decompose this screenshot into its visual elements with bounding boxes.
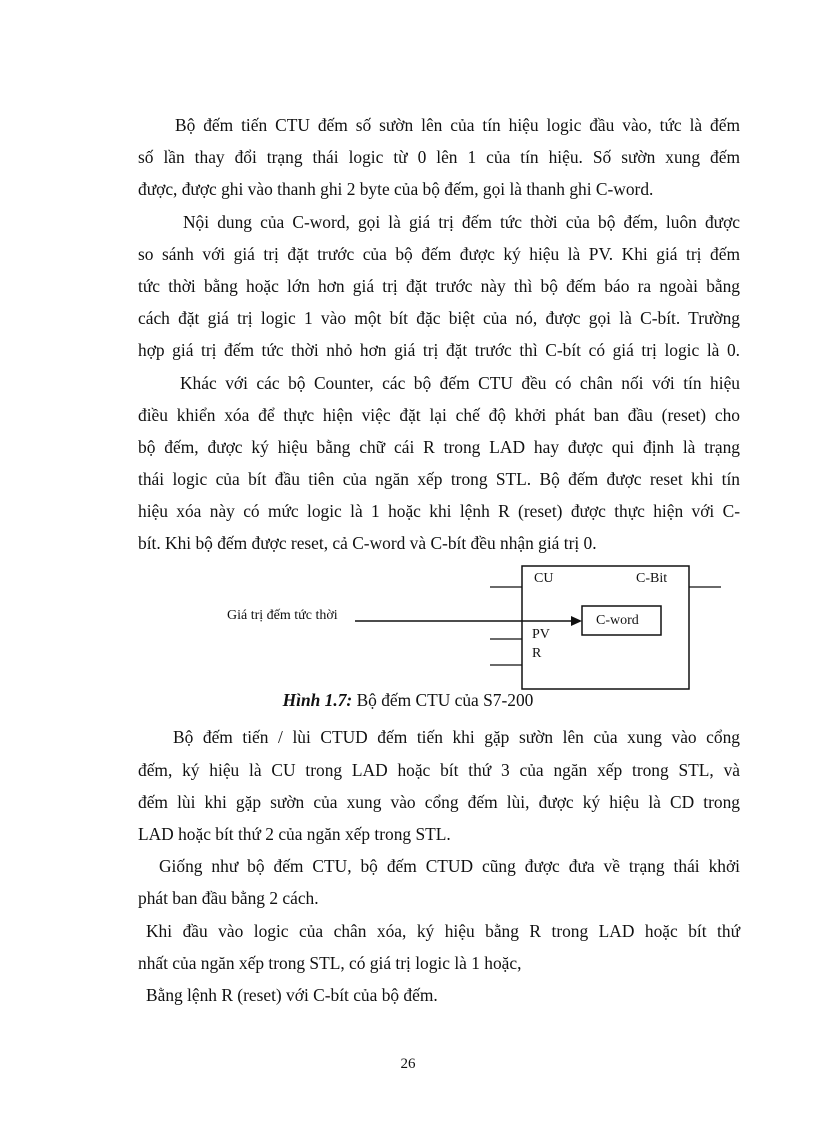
figure-caption-text: Bộ đếm CTU của S7-200 — [352, 690, 534, 710]
paragraph-4-line-3: đếm lùi khi gặp sườn của xung vào cổng đếm lùi, được ký hiệu là CD trong — [138, 792, 740, 812]
paragraph-7-line-1: Bằng lệnh R (reset) với C-bít của bộ đếm. — [146, 985, 438, 1005]
paragraph-2-line-4: cách đặt giá trị logic 1 vào một bít đặc biệt của nó, được gọi là C-bít. Trường — [138, 308, 740, 328]
instant-value-label: Giá trị đếm tức thời — [227, 608, 338, 623]
figure-caption-label: Hình 1.7: — [282, 690, 353, 710]
paragraph-3-line-6: bít. Khi bộ đếm được reset, cả C-word và C-bít đều nhận giá trị 0. — [138, 533, 597, 553]
paragraph-3-line-5: hiệu xóa này có mức logic là 1 hoặc khi lệnh R (reset) được thực hiện với C- — [138, 501, 740, 521]
page-number: 26 — [400, 1056, 416, 1072]
arrow-head-icon — [571, 616, 582, 626]
paragraph-2-line-5: hợp giá trị đếm tức thời nhỏ hơn giá trị đặt trước thì C-bít có giá trị logic là 0. — [138, 340, 740, 360]
paragraph-3-line-3: bộ đếm, được ký hiệu bằng chữ cái R trong LAD hay được qui định là trạng — [138, 437, 740, 457]
paragraph-5-line-1: Giống như bộ đếm CTU, bộ đếm CTUD cũng được đưa về trạng thái khởi — [159, 856, 740, 876]
paragraph-1-line-2: số lần thay đổi trạng thái logic từ 0 lên 1 của tín hiệu. Số sườn xung đếm — [138, 147, 740, 167]
paragraph-6-line-1: Khi đầu vào logic của chân xóa, ký hiệu bằng R trong LAD hoặc bít thứ — [146, 921, 740, 941]
paragraph-6-line-2: nhất của ngăn xếp trong STL, có giá trị logic là 1 hoặc, — [138, 953, 522, 973]
pin-pv-label: PV — [532, 627, 550, 642]
figure-caption — [0, 690, 816, 711]
paragraph-4-line-4: LAD hoặc bít thứ 2 của ngăn xếp trong STL. — [138, 824, 451, 844]
c-word-register-label: C-word — [596, 613, 639, 628]
paragraph-4-line-2: đếm, ký hiệu là CU trong LAD hoặc bít thứ 3 của ngăn xếp trong STL, và — [138, 760, 740, 780]
pin-r-label: R — [532, 646, 542, 661]
paragraph-4-line-1: Bộ đếm tiến / lùi CTUD đếm tiến khi gặp sườn lên của xung vào cổng — [173, 727, 740, 747]
pin-cbit-label: C-Bit — [636, 571, 668, 586]
paragraph-1-line-1: Bộ đếm tiến CTU đếm số sườn lên của tín hiệu logic đầu vào, tức là đếm — [175, 115, 740, 135]
paragraph-2-line-1: Nội dung của C-word, gọi là giá trị đếm tức thời của bộ đếm, luôn được — [183, 212, 740, 232]
paragraph-3-line-4: thái logic của bít đầu tiên của ngăn xếp trong STL. Bộ đếm được reset khi tín — [138, 469, 740, 489]
paragraph-2-line-3: tức thời bằng hoặc lớn hơn giá trị đặt trước này thì bộ đếm báo ra ngoài bằng — [138, 276, 740, 296]
paragraph-3-line-1: Khác với các bộ Counter, các bộ đếm CTU đều có chân nối với tín hiệu — [180, 373, 740, 393]
paragraph-1-line-3: được, được ghi vào thanh ghi 2 byte của bộ đếm, gọi là thanh ghi C-word. — [138, 179, 654, 199]
pin-cu-label: CU — [534, 571, 554, 586]
paragraph-2-line-2: so sánh với giá trị đặt trước của bộ đếm được ký hiệu là PV. Khi giá trị đếm — [138, 244, 740, 264]
paragraph-3-line-2: điều khiển xóa để thực hiện việc đặt lại chế độ khởi phát ban đầu (reset) cho — [138, 405, 740, 425]
paragraph-5-line-2: phát ban đầu bằng 2 cách. — [138, 888, 319, 908]
